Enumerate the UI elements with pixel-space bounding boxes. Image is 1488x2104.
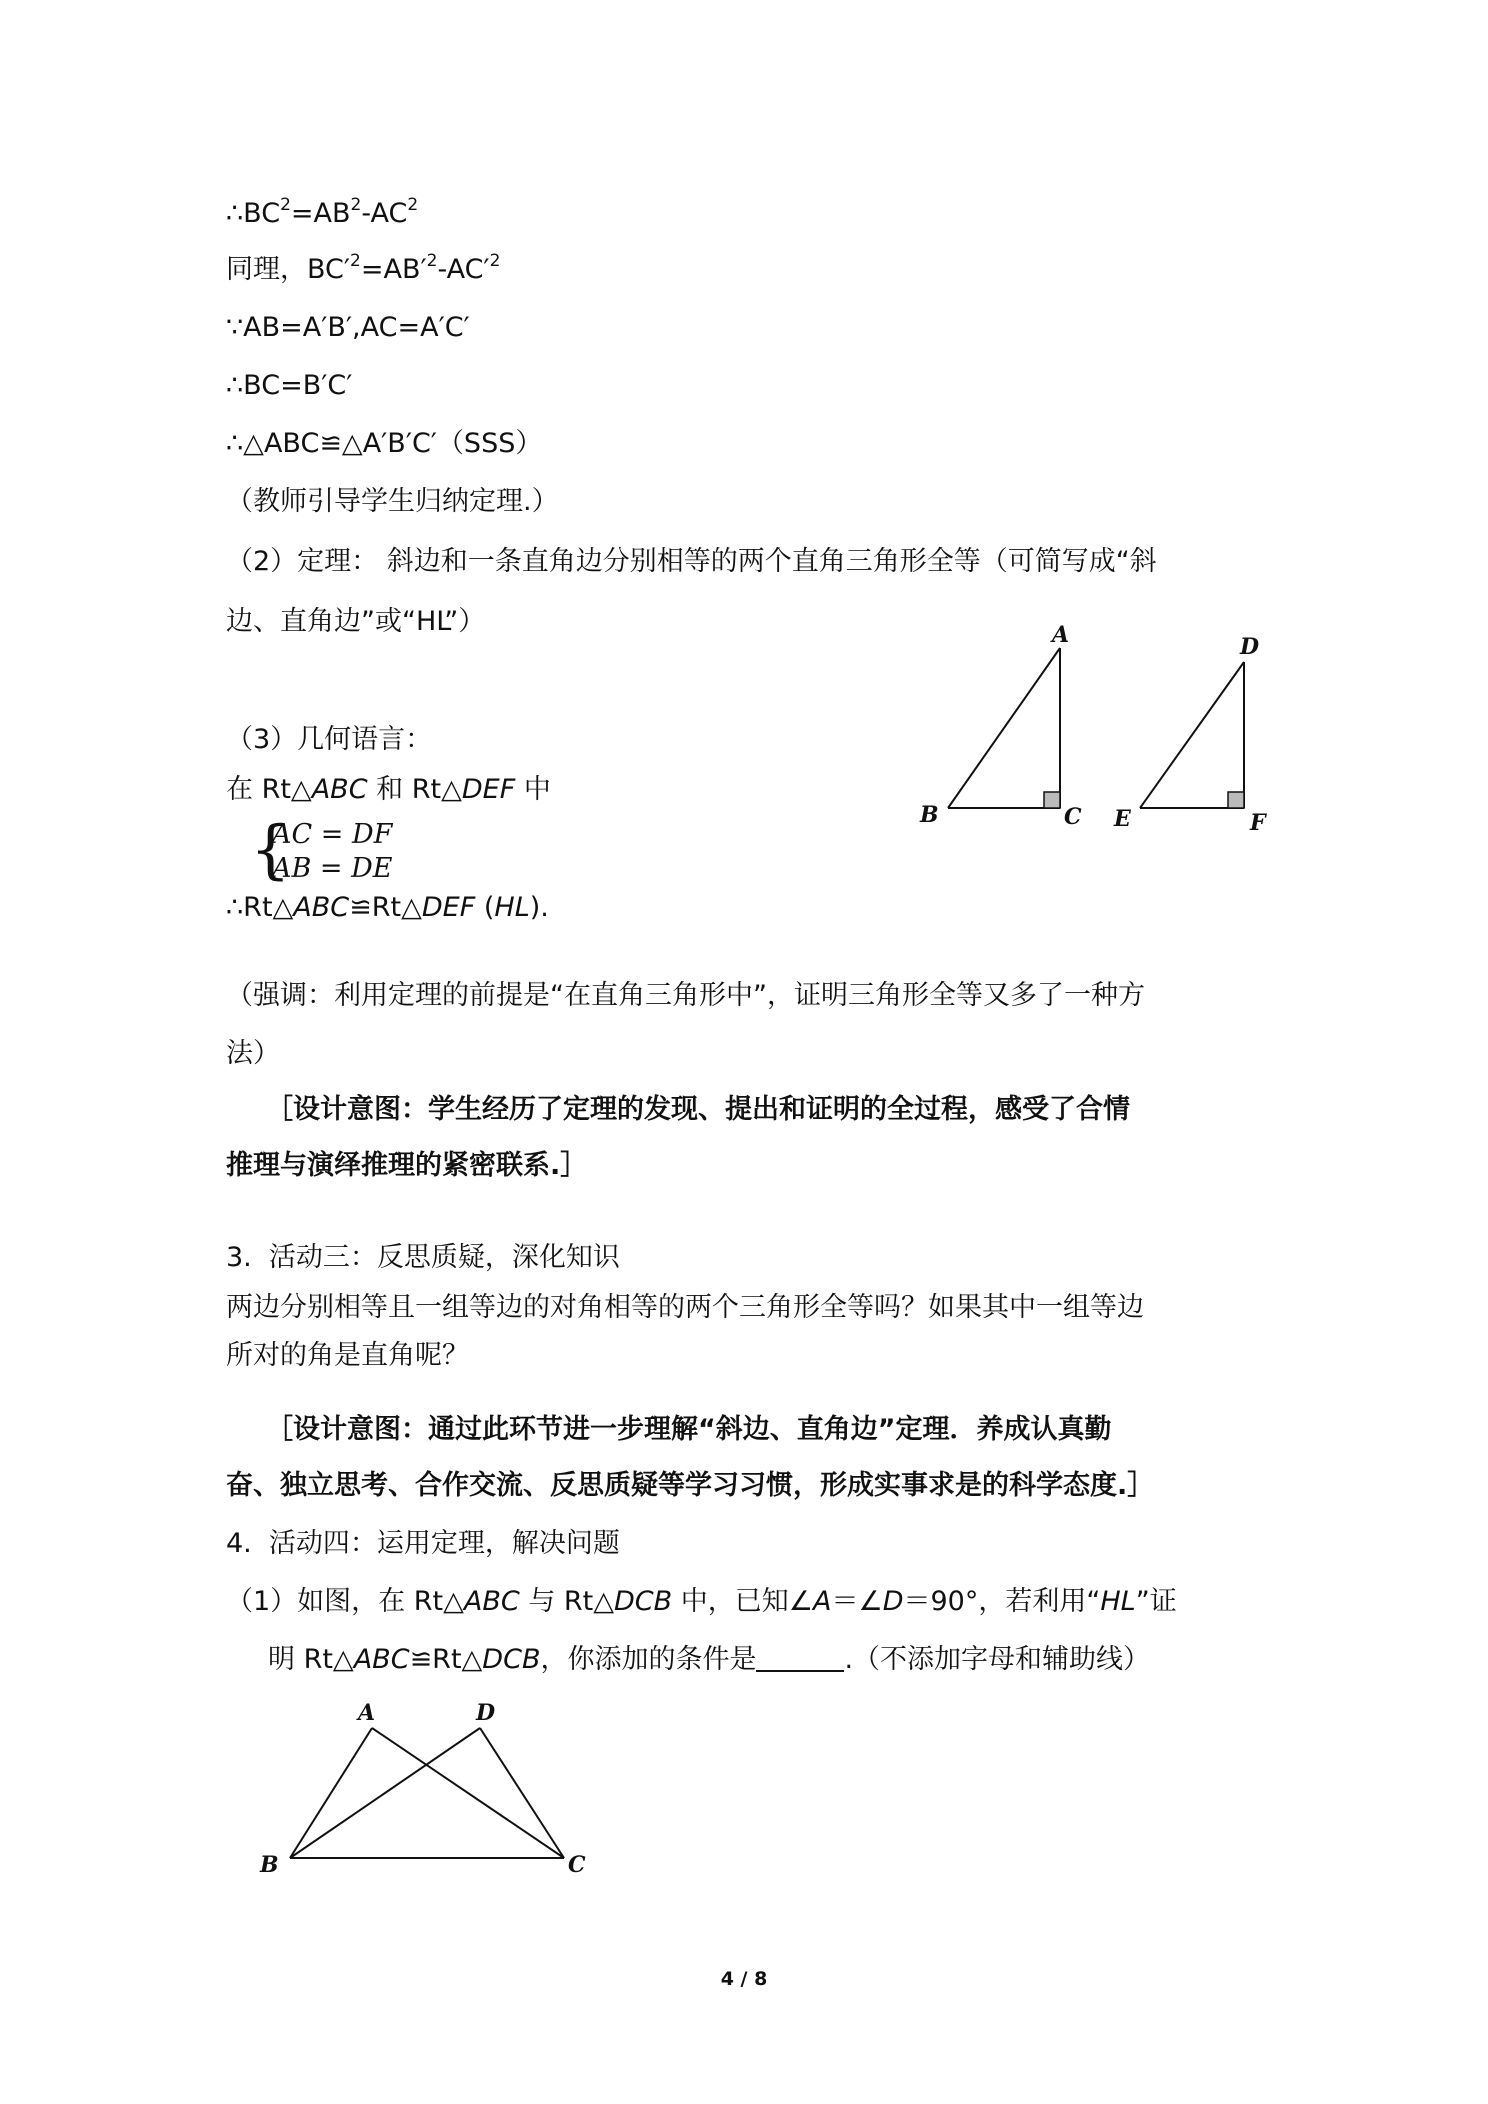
right-angle-mark-c [1044, 792, 1060, 808]
conclusion-line: ∴Rt△ABC≌Rt△DEF (HL). [226, 892, 549, 923]
activity-4-heading: 4. 活动四：运用定理，解决问题 [226, 1528, 620, 1559]
proof-line-5: ∴△ABC≌△A′B′C′（SSS） [226, 428, 543, 459]
segment-dc [480, 1728, 564, 1858]
segment-ac [372, 1728, 564, 1858]
exercise-1-line-2: 明 Rt△ABC≌Rt△DCB，你添加的条件是 .（不添加字母和辅助线） [268, 1644, 1151, 1675]
geometry-language-intro: 在 Rt△ABC 和 Rt△DEF 中 [226, 774, 551, 805]
segment-ba [948, 648, 1060, 808]
design-intent-1-line-2: 推理与演绎推理的紧密联系.］ [226, 1150, 588, 1181]
theorem-line-2: 边、直角边”或“HL”） [226, 606, 486, 637]
label-d: D [1240, 634, 1260, 660]
label-a: A [358, 1700, 376, 1726]
segment-ed [1140, 662, 1244, 808]
label-a: A [1052, 622, 1070, 648]
activity-3-question-1: 两边分别相等且一组等边的对角相等的两个三角形全等吗？如果其中一组等边 [226, 1292, 1144, 1323]
emphasis-line-1: （强调：利用定理的前提是“在直角三角形中”，证明三角形全等又多了一种方 [226, 980, 1145, 1011]
exercise-1-line-1: （1）如图，在 Rt△ABC 与 Rt△DCB 中，已知∠A＝∠D＝90°，若利用“HL”证 [226, 1586, 1177, 1617]
proof-line-3: ∵AB=A′B′,AC=A′C′ [226, 312, 470, 343]
design-intent-2-line-1: ［设计意图：通过此环节进一步理解“斜边、直角边”定理．养成认真勤 [266, 1414, 1112, 1445]
emphasis-line-2: 法） [226, 1038, 280, 1069]
segment-db [290, 1728, 480, 1858]
proof-line-2: 同理，$BC'^2=AB'^2-AC'^2$ [226, 251, 501, 285]
proof-line-4: ∴BC=B′C′ [226, 370, 353, 401]
design-intent-1-line-1: ［设计意图：学生经历了定理的发现、提出和证明的全过程，感受了合情 [266, 1094, 1130, 1125]
page-number: 4 / 8 [720, 1968, 768, 1990]
theorem-line-1: （2）定理： 斜边和一条直角边分别相等的两个直角三角形全等（可简写成“斜 [226, 546, 1157, 577]
label-d: D [476, 1700, 496, 1726]
teacher-note: （教师引导学生归纳定理.） [226, 486, 559, 517]
answer-blank[interactable] [756, 1644, 844, 1672]
label-e: E [1114, 806, 1131, 832]
equation-2: AB = DE [272, 853, 393, 884]
label-f: F [1250, 810, 1266, 836]
activity-3-question-2: 所对的角是直角呢？ [226, 1340, 469, 1371]
equation-1: AC = DF [272, 819, 393, 850]
proof-line-1: $\therefore BC^2=AB^2-AC^2$ [226, 195, 419, 229]
design-intent-2-line-2: 奋、独立思考、合作交流、反思质疑等学习习惯，形成实事求是的科学态度.］ [226, 1470, 1155, 1501]
label-c: C [1064, 804, 1082, 830]
label-c: C [568, 1852, 586, 1878]
geometry-language-heading: （3）几何语言： [226, 724, 433, 755]
label-b: B [920, 802, 939, 828]
segment-ab [290, 1728, 372, 1858]
right-angle-mark-f [1228, 792, 1244, 808]
crossed-triangles-figure [250, 1690, 610, 1890]
label-b: B [260, 1852, 279, 1878]
equation-brace: { [250, 813, 291, 887]
right-triangles-figure [900, 620, 1300, 850]
activity-3-heading: 3. 活动三：反思质疑，深化知识 [226, 1242, 620, 1273]
